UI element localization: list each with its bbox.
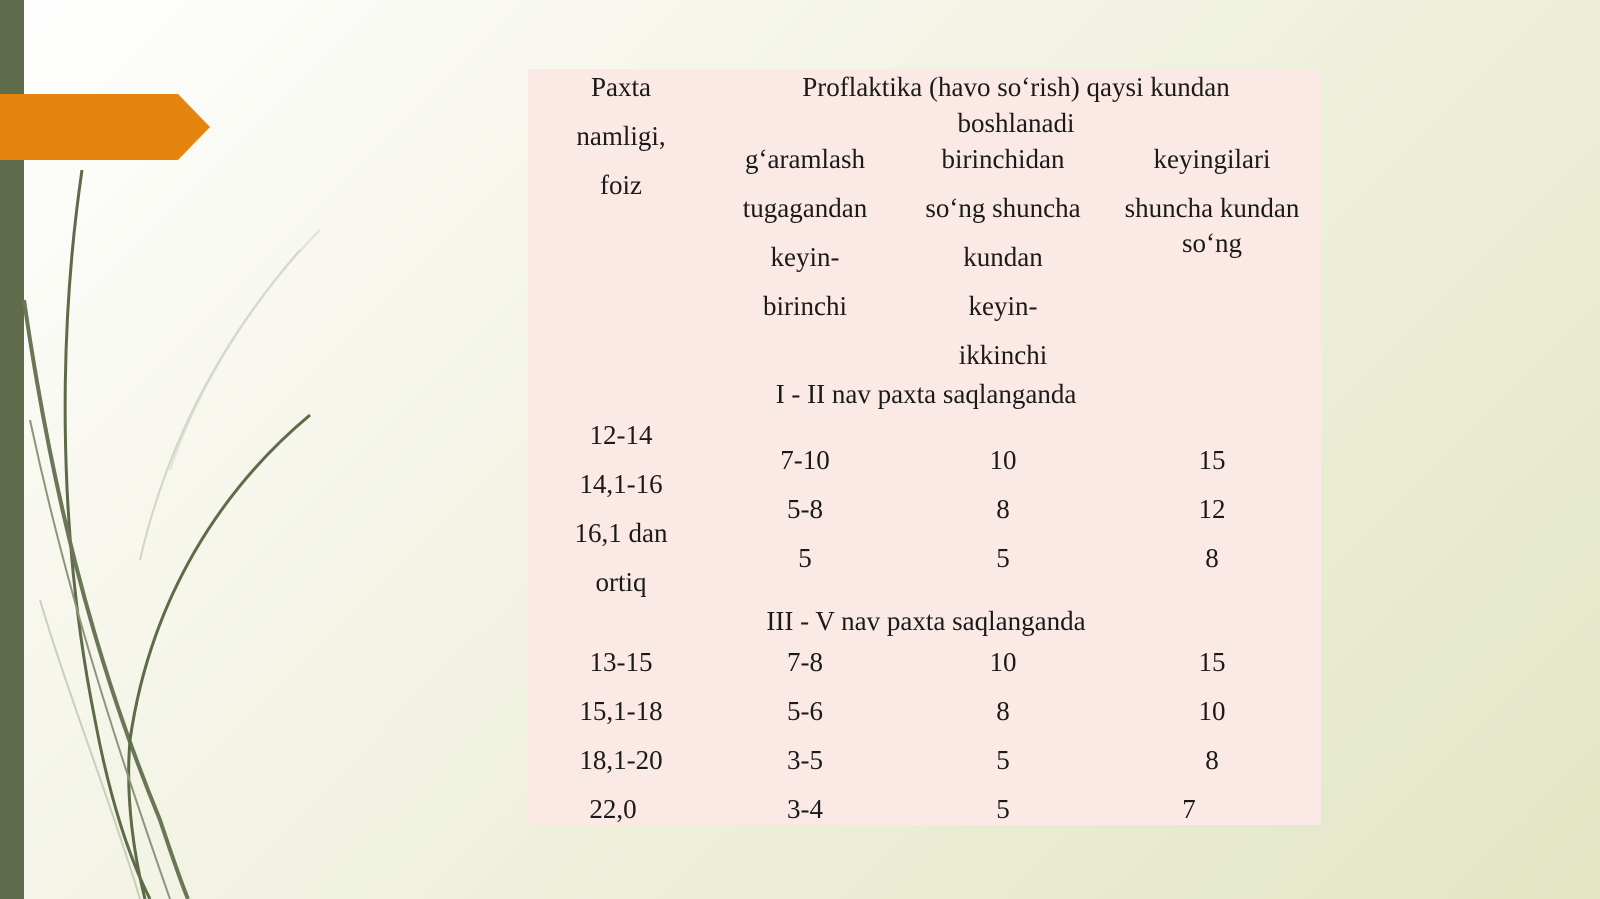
section1-row3-col3: 5 <box>996 543 1010 573</box>
header-col2-line4: birinchi <box>763 291 847 321</box>
section1-row3-col4: 8 <box>1205 543 1219 573</box>
section2-row2-col2: 5-6 <box>787 696 823 726</box>
section2-row1-col3: 10 <box>989 647 1017 677</box>
header-col3-line2: so‘ng shuncha <box>925 193 1081 223</box>
section2-row4-col4: 7 <box>1182 794 1196 824</box>
section2-row1-col4: 15 <box>1198 647 1226 677</box>
header-col3-line5: ikkinchi <box>958 340 1048 370</box>
header-group-title-2: boshlanadi <box>957 108 1075 138</box>
section2-row3-col3: 5 <box>996 745 1010 775</box>
header-col3-line1: birinchidan <box>941 144 1065 174</box>
header-col2-line1: g‘aramlash <box>745 144 865 174</box>
header-col1-line1: Paxta <box>591 72 651 102</box>
section2-row3-col1: 18,1-20 <box>579 745 663 775</box>
header-col2-line2: tugagandan <box>742 193 868 223</box>
section1-col1-line4: ortiq <box>595 567 647 597</box>
section2-row1-col1: 13-15 <box>589 647 653 677</box>
section2-row4-col1: 22,0 <box>589 794 637 824</box>
section1-title: I - II nav paxta saqlanganda <box>775 379 1077 409</box>
header-col1-line3: foiz <box>600 170 642 200</box>
header-col4-line1: keyingilari <box>1153 144 1271 174</box>
section2-row3-col2: 3-5 <box>787 745 823 775</box>
section2-row2-col4: 10 <box>1198 696 1226 726</box>
orange-arrow-shape <box>0 94 210 160</box>
section1-row2-col2: 5-8 <box>787 494 823 524</box>
section1-row3-col2: 5 <box>798 543 812 573</box>
section2-row3-col4: 8 <box>1205 745 1219 775</box>
section1-row2-col4: 12 <box>1198 494 1226 524</box>
header-col3-line3: kundan <box>963 242 1043 272</box>
header-col1-line2: namligi, <box>576 121 666 151</box>
header-col2-line3: keyin- <box>770 242 840 272</box>
section2-row1-col2: 7-8 <box>787 647 823 677</box>
section2-title: III - V nav paxta saqlanganda <box>766 606 1086 636</box>
header-col4-line2: shuncha kundan <box>1124 193 1300 223</box>
header-group-title: Proflaktika (havo so‘rish) qaysi kundan <box>802 72 1230 102</box>
section2-row4-col2: 3-4 <box>787 794 823 824</box>
header-col4-line3: so‘ng <box>1182 228 1242 258</box>
section1-row1-col3: 10 <box>989 445 1017 475</box>
section2-row2-col3: 8 <box>996 696 1010 726</box>
section1-row2-col3: 8 <box>996 494 1010 524</box>
header-col3-line4: keyin- <box>968 291 1038 321</box>
section1-col1-line1: 12-14 <box>589 420 653 450</box>
section1-row1-col2: 7-10 <box>780 445 830 475</box>
section1-row1-col4: 15 <box>1198 445 1226 475</box>
section1-col1-line2: 14,1-16 <box>579 469 663 499</box>
section2-row2-col1: 15,1-18 <box>579 696 663 726</box>
section1-col1-line3: 16,1 dan <box>574 518 668 548</box>
section2-row4-col3: 5 <box>996 794 1010 824</box>
